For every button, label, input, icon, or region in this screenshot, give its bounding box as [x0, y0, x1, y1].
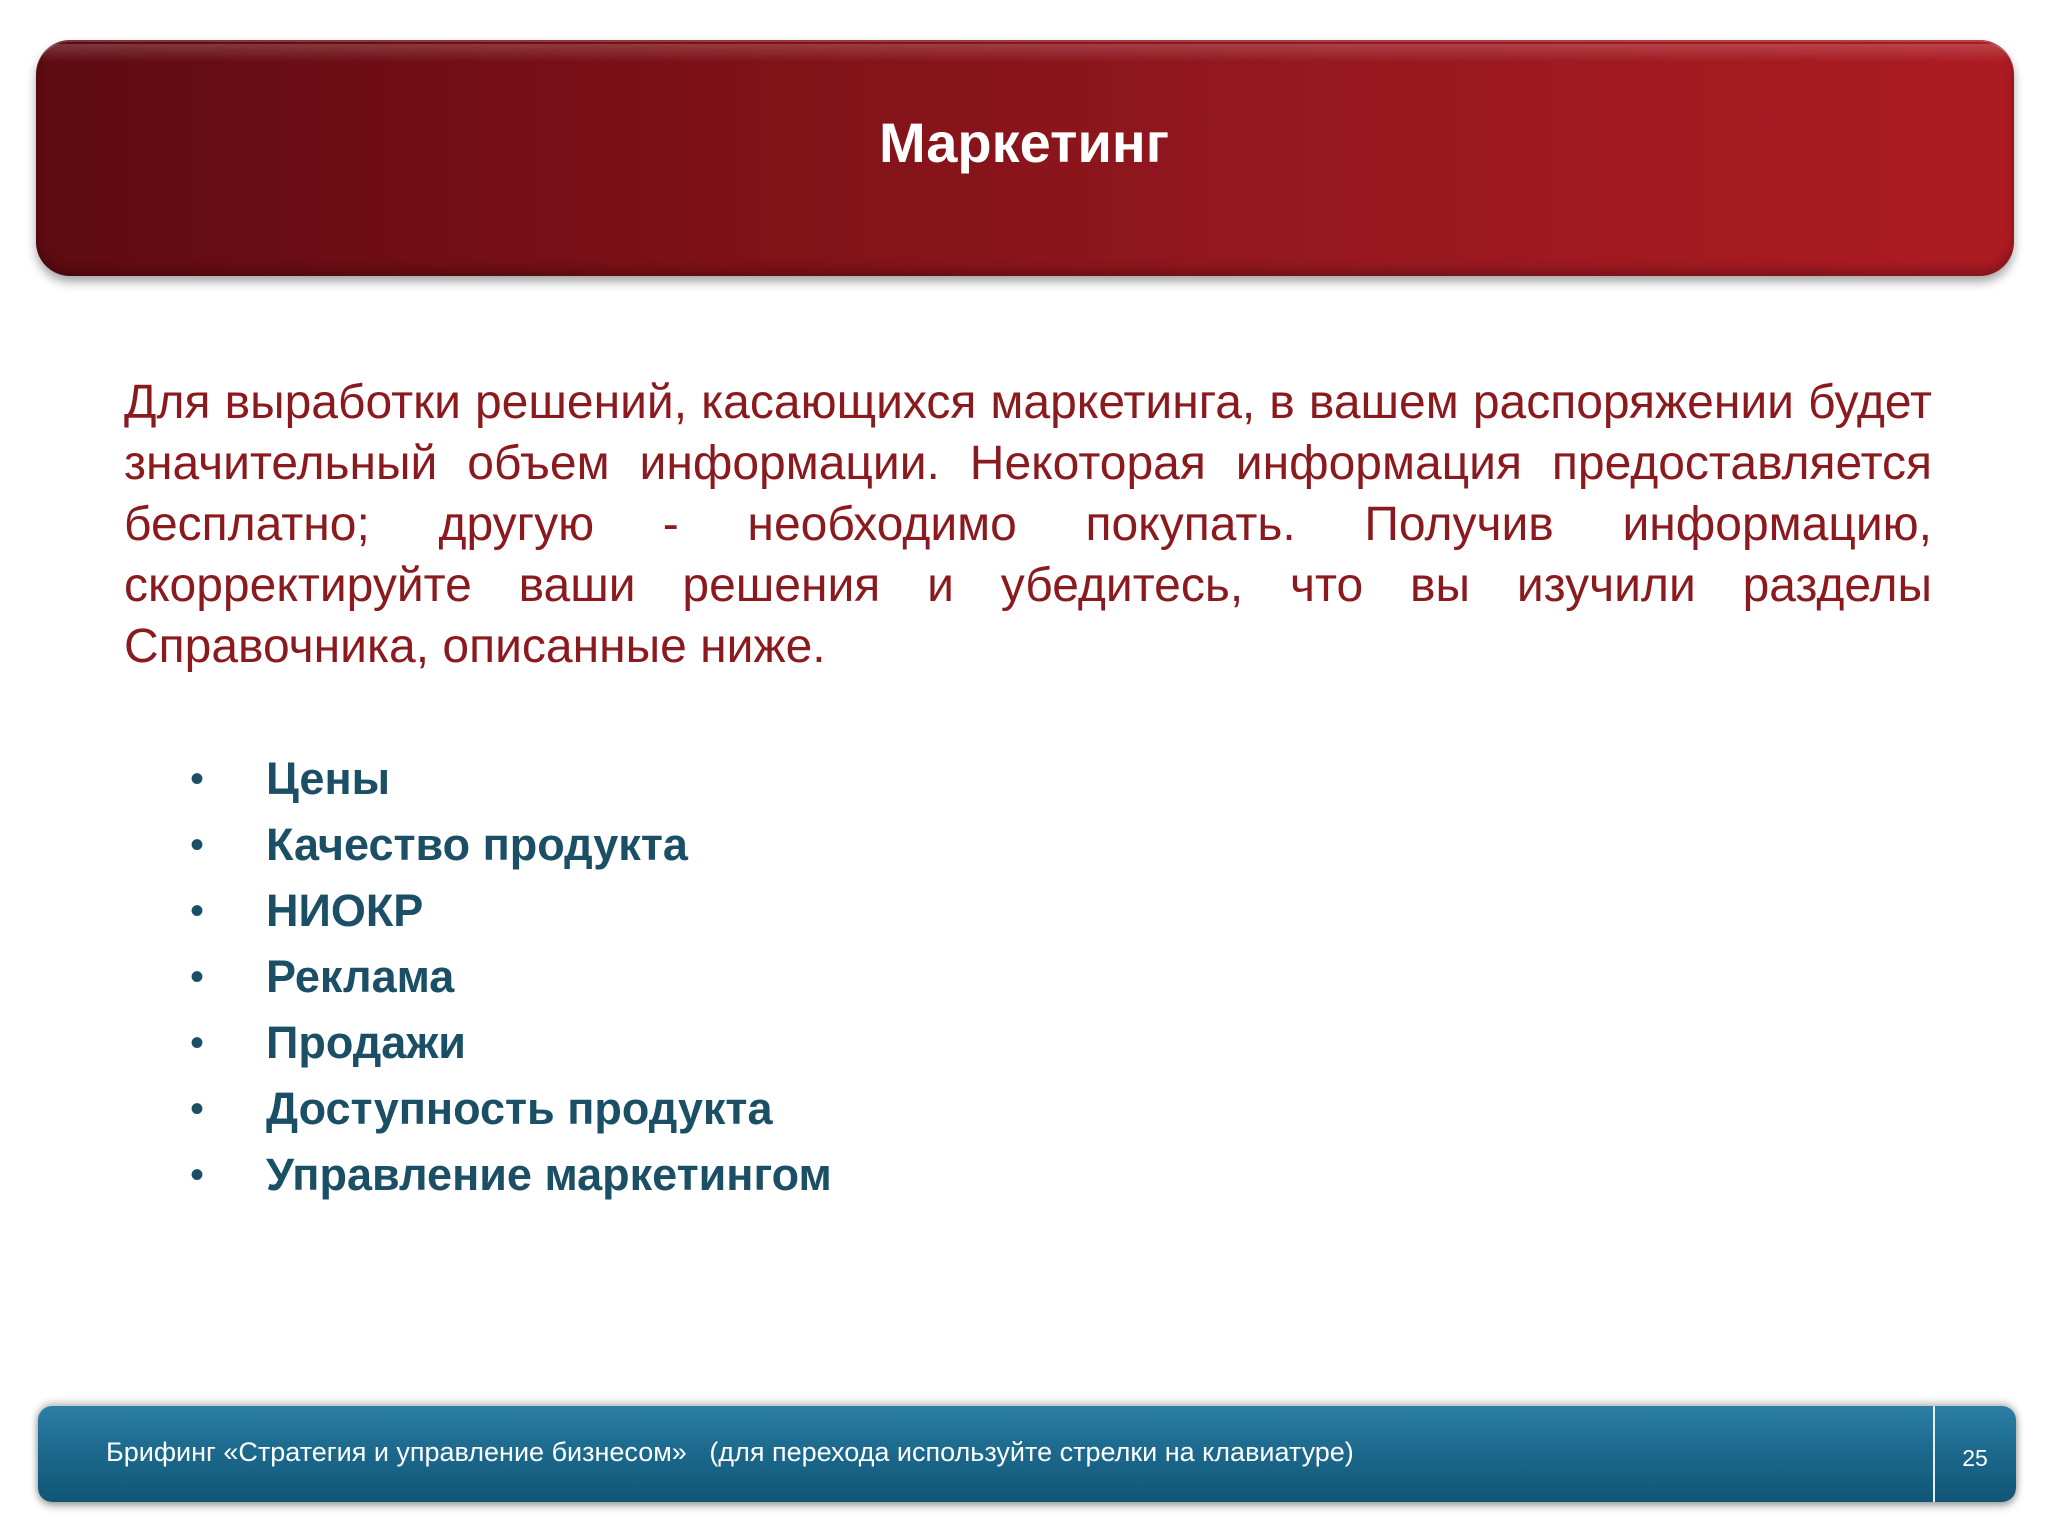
footer-text: Брифинг «Стратегия и управление бизнесом» (для перехода используйте стрелки на клавиатуре): [106, 1437, 1354, 1467]
page-number: 25: [1962, 1445, 1988, 1471]
footer-divider: [1933, 1406, 1935, 1502]
bullet-icon: •: [190, 823, 205, 867]
bullet-icon: •: [190, 757, 205, 801]
topic-rnd: НИОКР: [266, 885, 424, 936]
intro-paragraph: Для выработки решений, касающихся маркетинга, в вашем распоряжении будет значительный объем информации. Некоторая информация предоставляется бесплатно; другую - необходимо покупать. Получив информацию, скорректируйте ваши решения и убедитесь, что вы изучили разделы Справочника, описанные ниже.: [124, 376, 1932, 673]
bullet-icon: •: [190, 1087, 205, 1131]
bullet-icon: •: [190, 889, 205, 933]
topic-product-quality: Качество продукта: [266, 819, 688, 870]
bullet-icon: •: [190, 1153, 205, 1197]
bullet-icon: •: [190, 1021, 205, 1065]
topic-marketing-management: Управление маркетингом: [266, 1149, 832, 1200]
topic-product-availability: Доступность продукта: [266, 1083, 773, 1134]
topic-prices: Цены: [266, 753, 391, 804]
topic-advertising: Реклама: [266, 951, 455, 1002]
topic-sales: Продажи: [266, 1017, 466, 1068]
bullet-icon: •: [190, 955, 205, 999]
slide-title: Маркетинг: [878, 111, 1170, 174]
